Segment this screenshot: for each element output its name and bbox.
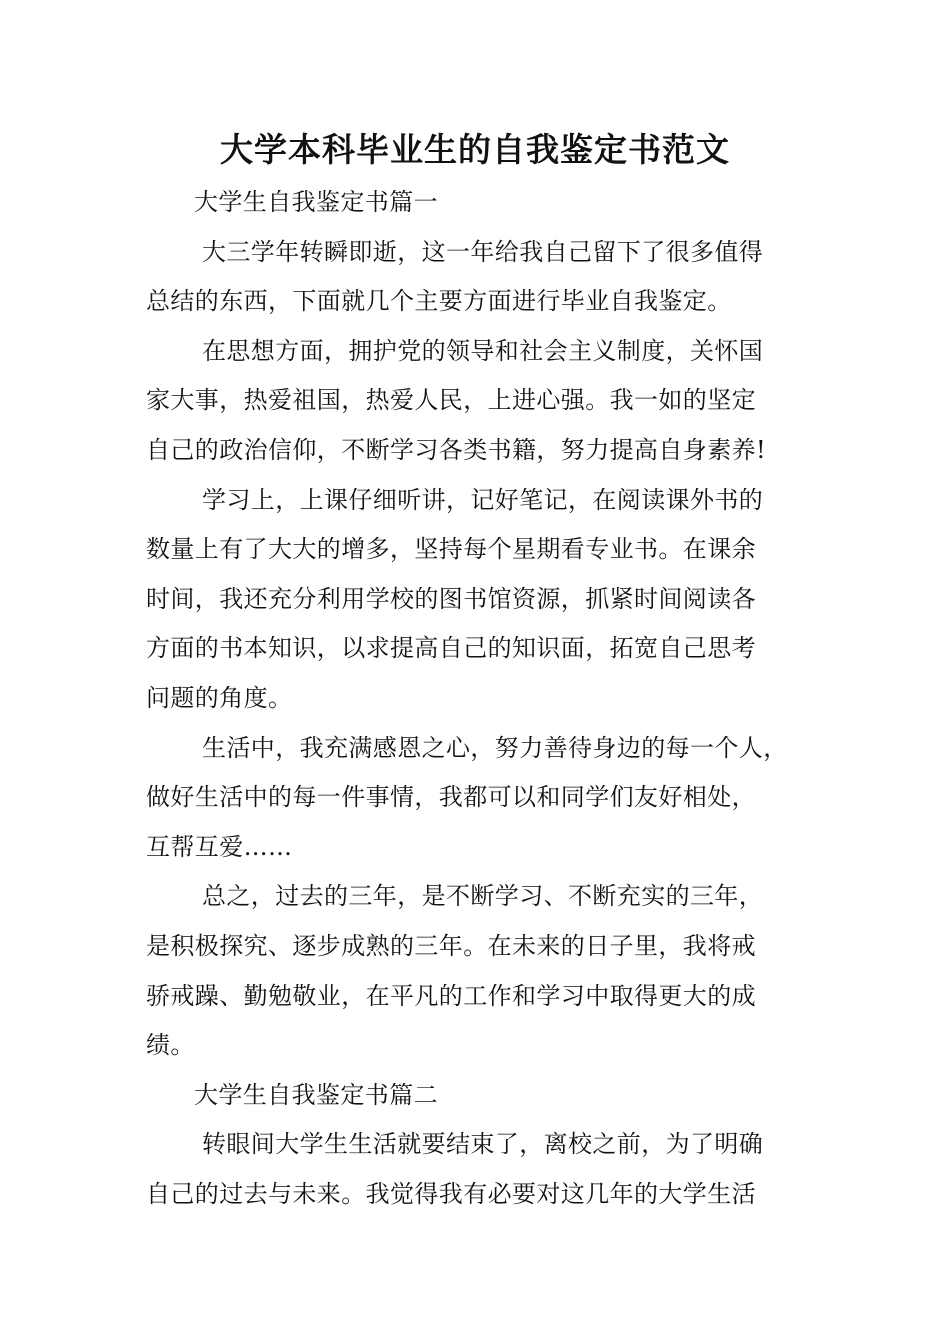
text-line: 总结的东西，下面就几个主要方面进行毕业自我鉴定。 (146, 287, 732, 316)
text-line: 问题的角度。 (146, 683, 293, 712)
text-line: 自己的政治信仰，不断学习各类书籍，努力提高自身素养! (146, 435, 767, 464)
text-line: 总之，过去的三年，是不断学习、不断充实的三年， (202, 882, 764, 911)
text-line: 时间，我还充分利用学校的图书馆资源，抓紧时间阅读各 (146, 584, 756, 613)
text-line: 自己的过去与未来。我觉得我有必要对这几年的大学生活 (146, 1179, 756, 1208)
text-line: 家大事，热爱祖国，热爱人民，上进心强。我一如的坚定 (146, 386, 756, 415)
text-line: 绩。 (146, 1031, 195, 1060)
text-line: 在思想方面，拥护党的领导和社会主义制度，关怀国 (202, 336, 764, 365)
text-line: 做好生活中的每一件事情，我都可以和同学们友好相处， (146, 783, 756, 812)
text-line: 生活中，我充满感恩之心，努力善待身边的每一个人， (202, 733, 788, 762)
text-line: 数量上有了大大的增多，坚持每个星期看专业书。在课余 (146, 535, 756, 564)
text-line: 大三学年转瞬即逝，这一年给我自己留下了很多值得 (202, 237, 764, 266)
text-line: 方面的书本知识，以求提高自己的知识面，拓宽自己思考 (146, 634, 756, 663)
document-title: 大学本科毕业生的自我鉴定书范文 (220, 130, 730, 169)
document-body (146, 178, 814, 1219)
text-line: 骄戒躁、勤勉敬业，在平凡的工作和学习中取得更大的成 (146, 981, 756, 1010)
text-line: 大学生自我鉴定书篇二 (194, 1080, 438, 1109)
text-line: 互帮互爱…… (146, 832, 293, 861)
text-line: 学习上，上课仔细听讲，记好笔记，在阅读课外书的 (202, 485, 764, 514)
text-line: 是积极探究、逐步成熟的三年。在未来的日子里，我将戒 (146, 931, 756, 960)
text-line: 转眼间大学生生活就要结束了，离校之前，为了明确 (202, 1130, 764, 1159)
text-line: 大学生自我鉴定书篇一 (194, 188, 438, 216)
